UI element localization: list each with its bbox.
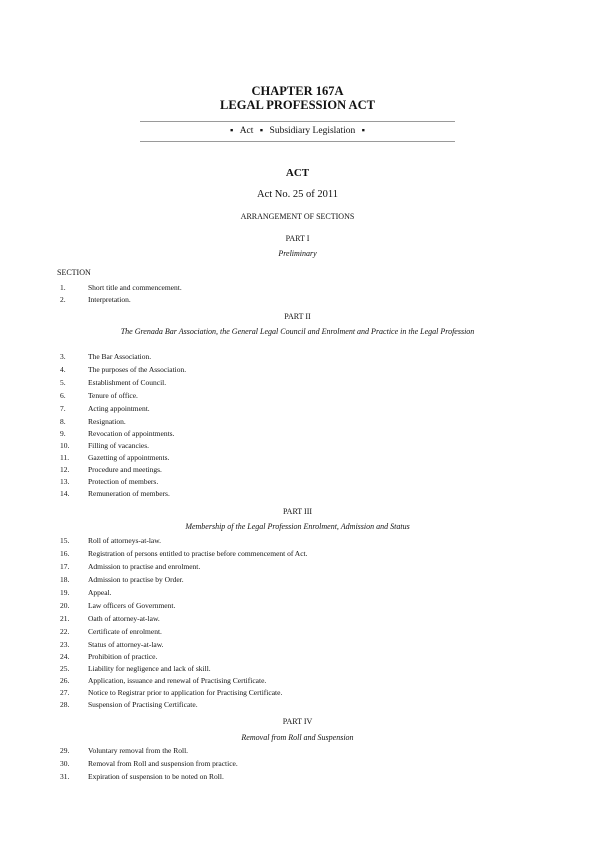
section-title: Procedure and meetings. [88, 465, 162, 474]
section-title: Resignation. [88, 417, 126, 426]
section-number: 18. [60, 575, 70, 584]
section-number: 21. [60, 614, 70, 623]
section-title: Short title and commencement. [88, 283, 182, 292]
section-number: 27. [60, 688, 70, 697]
section-number: 12. [60, 465, 70, 474]
part-heading: PART III [282, 507, 313, 516]
section-title: Admission to practise and enrolment. [88, 562, 201, 571]
section-number: 10. [60, 441, 70, 450]
section-title: Appeal. [88, 588, 112, 597]
nav-bullet: ▪ [259, 126, 264, 136]
nav-bullet: ▪ [361, 126, 366, 136]
section-title: Liability for negligence and lack of skill. [88, 664, 211, 673]
section-number: 5. [60, 378, 66, 387]
section-title: Application, issuance and renewal of Practising Certificate. [88, 676, 267, 685]
arrangement-heading: ARRANGEMENT OF SECTIONS [240, 212, 355, 221]
section-number: 22. [60, 627, 70, 636]
section-number: 2. [60, 295, 66, 304]
section-title: Remuneration of members. [88, 489, 170, 498]
section-title: Removal from Roll and suspension from practice. [88, 759, 238, 768]
section-number: 7. [60, 404, 66, 413]
nav-top-rule [140, 121, 455, 122]
section-number: 6. [60, 391, 66, 400]
document-nav [140, 126, 455, 136]
section-title: Notice to Registrar prior to application for Practising Certificate. [88, 688, 283, 697]
chapter-heading: CHAPTER 167A [251, 84, 344, 98]
section-title: Law officers of Government. [88, 601, 176, 610]
section-number: 28. [60, 700, 70, 709]
section-number: 25. [60, 664, 70, 673]
section-number: 23. [60, 640, 70, 649]
nav-link-subsidiary-legislation[interactable]: Subsidiary Legislation [269, 126, 356, 136]
section-number: 29. [60, 746, 70, 755]
section-title: Tenure of office. [88, 391, 138, 400]
section-title: Suspension of Practising Certificate. [88, 700, 198, 709]
section-title: Voluntary removal from the Roll. [88, 746, 189, 755]
section-number: 4. [60, 365, 66, 374]
section-title: Acting appointment. [88, 404, 150, 413]
section-title: The Bar Association. [88, 352, 152, 361]
section-number: 1. [60, 283, 66, 292]
section-title: Prohibition of practice. [88, 652, 158, 661]
section-title: Roll of attorneys-at-law. [88, 536, 162, 545]
section-number: 11. [60, 453, 70, 462]
section-number: 13. [60, 477, 70, 486]
section-title: Protection of members. [88, 477, 159, 486]
section-number: 16. [60, 549, 70, 558]
nav-link-act[interactable]: Act [239, 126, 254, 136]
section-number: 8. [60, 417, 66, 426]
section-title: Revocation of appointments. [88, 429, 175, 438]
part-heading: PART II [284, 312, 311, 321]
section-title: Filling of vacancies. [88, 441, 150, 450]
section-title: Status of attorney-at-law. [88, 640, 164, 649]
part-title: Removal from Roll and Suspension [241, 733, 354, 742]
section-number: 20. [60, 601, 70, 610]
section-title: Establishment of Council. [88, 378, 167, 387]
part-title: Membership of the Legal Profession Enrolment, Admission and Status [185, 522, 410, 531]
section-number: 9. [60, 429, 66, 438]
part-title: The Grenada Bar Association, the General Legal Council and Enrolment and Practice in the Legal Profession [120, 327, 475, 336]
section-title: Interpretation. [88, 295, 131, 304]
section-number: 15. [60, 536, 70, 545]
section-number: 26. [60, 676, 70, 685]
nav-bottom-rule [140, 141, 455, 142]
section-number: 14. [60, 489, 70, 498]
act-title: LEGAL PROFESSION ACT [220, 98, 375, 112]
section-number: 3. [60, 352, 66, 361]
part-heading: PART I [285, 234, 310, 243]
act-number: Act No. 25 of 2011 [257, 189, 338, 200]
part-title: Preliminary [278, 249, 317, 258]
section-title: Expiration of suspension to be noted on Roll. [88, 772, 224, 781]
section-title: Certificate of enrolment. [88, 627, 162, 636]
section-title: Oath of attorney-at-law. [88, 614, 160, 623]
section-number: 19. [60, 588, 70, 597]
section-number: 30. [60, 759, 70, 768]
section-title: The purposes of the Association. [88, 365, 187, 374]
section-number: 17. [60, 562, 70, 571]
section-title: Gazetting of appointments. [88, 453, 170, 462]
part-heading: PART IV [282, 717, 313, 726]
section-column-label: SECTION [57, 268, 91, 277]
section-number: 31. [60, 772, 70, 781]
nav-bullet: ▪ [229, 126, 234, 136]
section-title: Registration of persons entitled to practise before commencement of Act. [88, 549, 308, 558]
act-heading: ACT [285, 167, 310, 179]
section-title: Admission to practise by Order. [88, 575, 184, 584]
section-number: 24. [60, 652, 70, 661]
